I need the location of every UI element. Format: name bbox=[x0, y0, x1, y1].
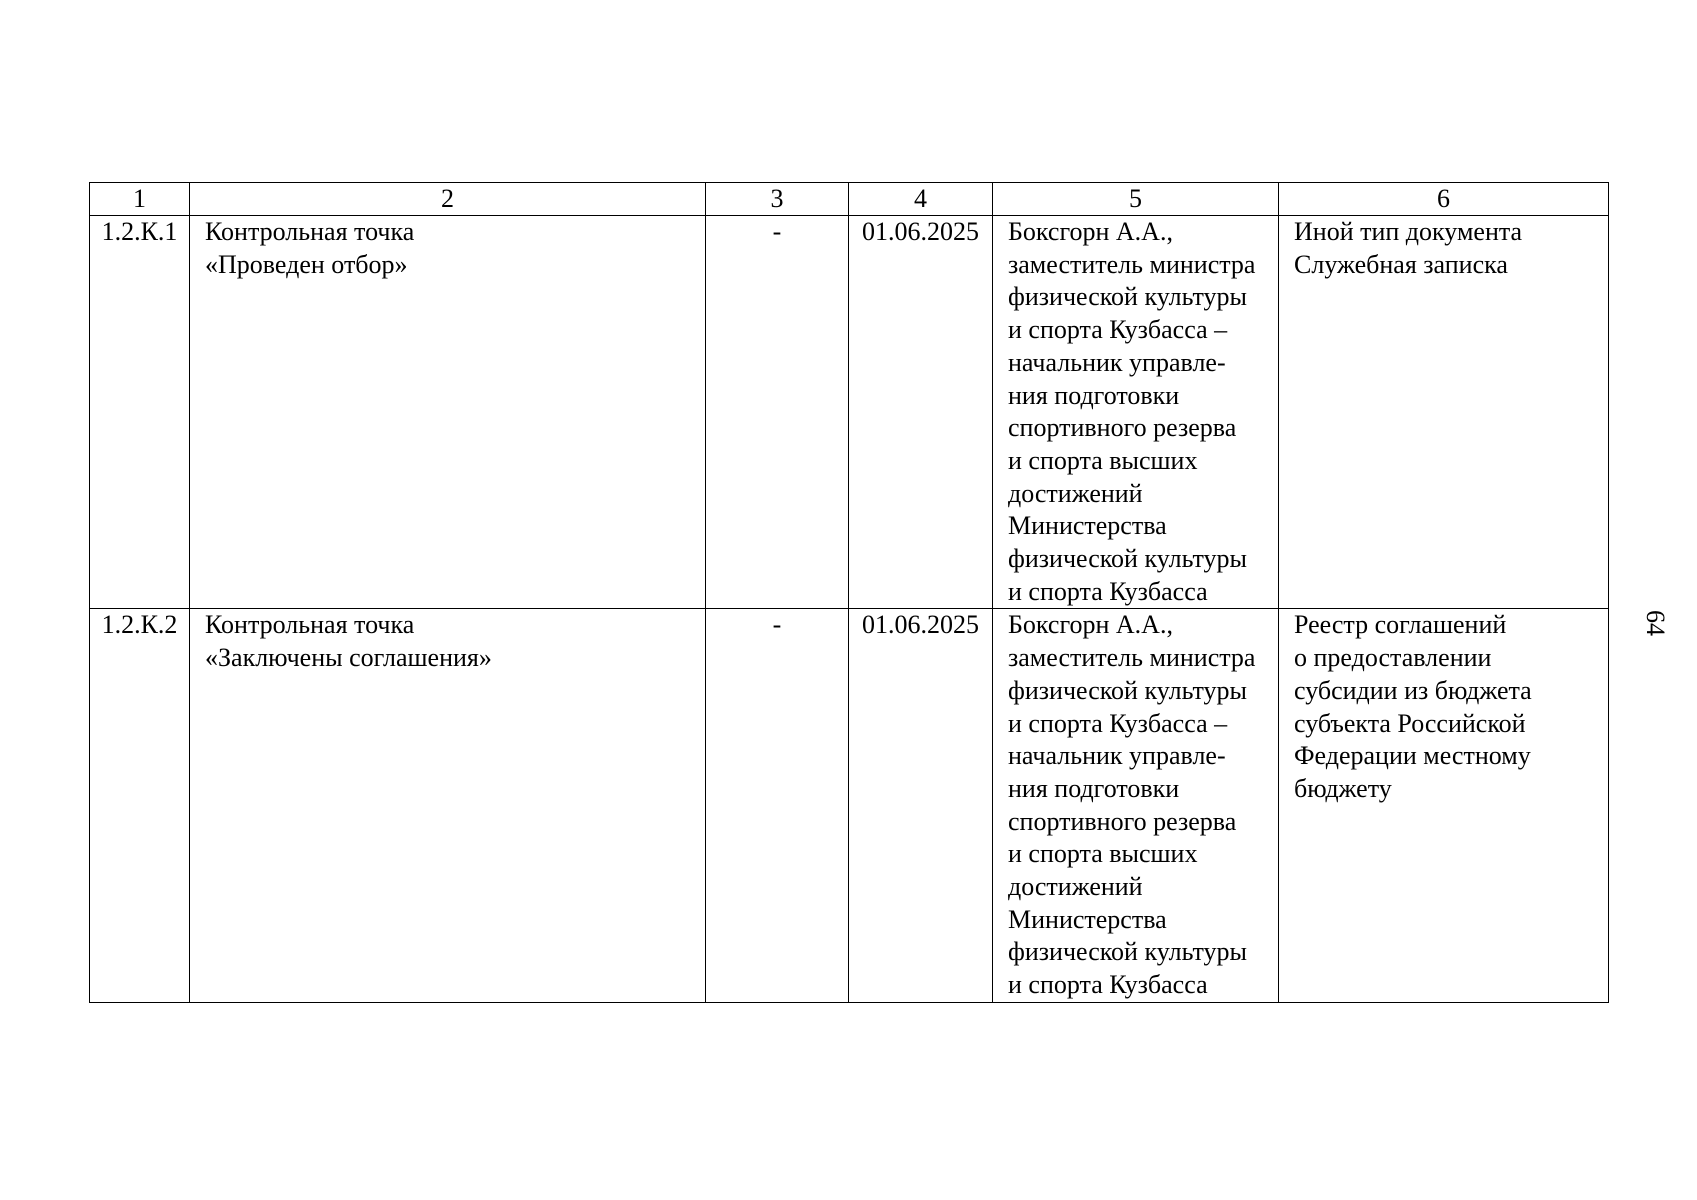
header-cell-6: 6 bbox=[1279, 183, 1609, 216]
resp-line: и спорта Кузбасса – bbox=[1008, 315, 1228, 345]
resp-line: Боксгорн А.А., bbox=[1008, 217, 1173, 246]
table-row bbox=[90, 216, 1609, 609]
row-number: 1.2.К.2 bbox=[90, 609, 190, 1002]
resp-line: физической культуры bbox=[1008, 675, 1247, 705]
header-cell-2: 2 bbox=[190, 183, 706, 216]
resp-line: Министерства bbox=[1008, 511, 1167, 541]
table-row bbox=[90, 609, 1609, 1002]
doc-line: Служебная записка bbox=[1294, 249, 1508, 279]
control-points-table bbox=[89, 182, 1609, 1003]
responsible-person bbox=[993, 216, 1279, 609]
responsible-person bbox=[993, 609, 1279, 1002]
header-cell-1: 1 bbox=[90, 183, 190, 216]
resp-line: ния подготовки bbox=[1008, 773, 1180, 803]
resp-line: физической культуры bbox=[1008, 937, 1247, 967]
name-line: Контрольная точка bbox=[205, 217, 415, 246]
page-number: 64 bbox=[1641, 610, 1670, 636]
header-cell-3: 3 bbox=[706, 183, 849, 216]
document-type bbox=[1279, 609, 1609, 1002]
name-line: Контрольная точка bbox=[205, 610, 415, 640]
resp-line: и спорта высших bbox=[1008, 839, 1198, 869]
doc-line: бюджету bbox=[1294, 773, 1392, 803]
resp-line: спортивного резерва bbox=[1008, 806, 1237, 836]
due-date: 01.06.2025 bbox=[849, 609, 993, 1002]
resp-line: ния подготовки bbox=[1008, 380, 1180, 410]
doc-line: субъекта Российской bbox=[1294, 708, 1526, 738]
document-type bbox=[1279, 216, 1609, 609]
resp-line: Боксгорн А.А., bbox=[1008, 610, 1173, 640]
due-date: 01.06.2025 bbox=[849, 216, 993, 609]
doc-line: Реестр соглашений bbox=[1294, 610, 1507, 640]
resp-line: начальник управле- bbox=[1008, 741, 1226, 771]
doc-line: о предоставлении bbox=[1294, 643, 1492, 673]
doc-line: Иной тип документа bbox=[1294, 217, 1523, 246]
name-line: «Проведен отбор» bbox=[205, 249, 408, 279]
resp-line: и спорта Кузбасса bbox=[1008, 970, 1208, 1000]
header-cell-4: 4 bbox=[849, 183, 993, 216]
name-line: «Заключены соглашения» bbox=[205, 643, 492, 673]
col3-value: - bbox=[706, 216, 849, 609]
control-point-name bbox=[190, 216, 706, 609]
resp-line: заместитель министра bbox=[1008, 249, 1256, 279]
resp-line: заместитель министра bbox=[1008, 643, 1256, 673]
resp-line: достижений bbox=[1008, 872, 1143, 902]
doc-line: Федерации местному bbox=[1294, 741, 1531, 771]
resp-line: физической культуры bbox=[1008, 544, 1247, 574]
header-cell-5: 5 bbox=[993, 183, 1279, 216]
resp-line: достижений bbox=[1008, 478, 1143, 508]
resp-line: спортивного резерва bbox=[1008, 413, 1237, 443]
resp-line: начальник управле- bbox=[1008, 347, 1226, 377]
resp-line: и спорта высших bbox=[1008, 445, 1198, 475]
control-point-name bbox=[190, 609, 706, 1002]
resp-line: Министерства bbox=[1008, 904, 1167, 934]
resp-line: и спорта Кузбасса – bbox=[1008, 708, 1228, 738]
doc-line: субсидии из бюджета bbox=[1294, 675, 1532, 705]
col3-value: - bbox=[706, 609, 849, 1002]
header-row bbox=[90, 183, 1609, 216]
resp-line: физической культуры bbox=[1008, 282, 1247, 312]
resp-line: и спорта Кузбасса bbox=[1008, 576, 1208, 606]
row-number: 1.2.К.1 bbox=[90, 216, 190, 609]
